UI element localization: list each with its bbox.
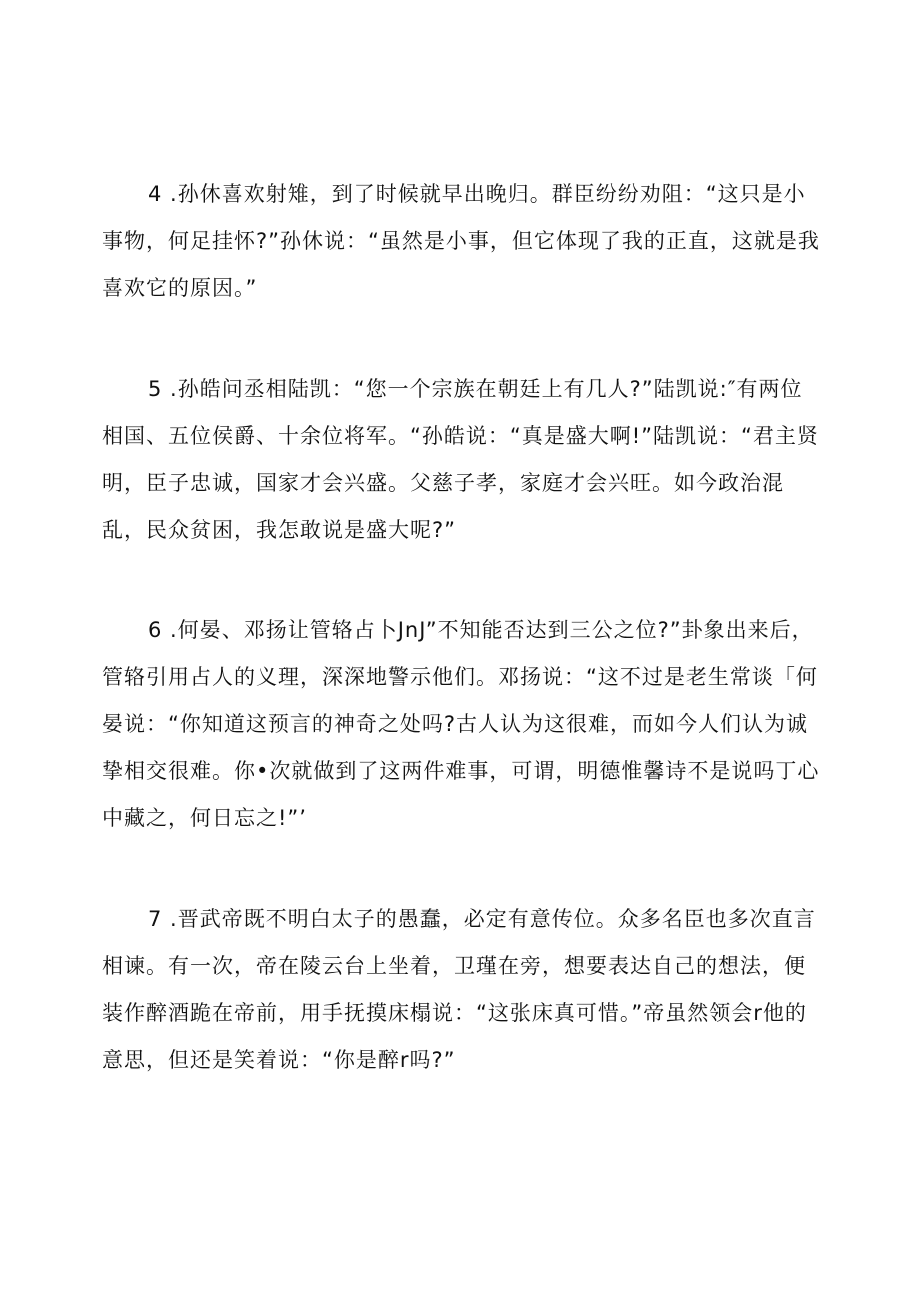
paragraph-7: 7 .晋武帝既不明白太子的愚蠢，必定有意传位。众多名臣也多次直言相谏。有一次，帝在陵云台上坐着，卫瑾在旁，想要表达自己的想法，便装作醉酒跪在帝前，用手抚摸床榻说：“这张床真可惜。”帝虽然领会r他的意思，但还是笑着说：“你是醉r吗?” [102, 907, 816, 1072]
paragraph-6: 6 .何晏、邓扬让管辂占卜JnJ”不知能否达到三公之位?”卦象出来后，管辂引用占人的义理，深深地警示他们。邓扬说：“这不过是老生常谈「何晏说：“你知道这预言的神奇之处吗?古人认为这很难，而如今人们认为诚挚相交很难。你•次就做到了这两件难事，可谓，明德惟馨诗不是说吗丁心中藏之，何日忘之!”’ [102, 618, 820, 830]
paragraph-4: 4 .孙休喜欢射雉，到了时候就早出晚归。群臣纷纷劝阻：“这只是小事物，何足挂怀?”孙休说：“虽然是小事，但它体现了我的正直，这就是我喜欢它的原因。” [102, 182, 820, 300]
paragraph-5: 5 .孙皓问丞相陆凯：“您一个宗族在朝廷上有几人?”陆凯说:″有两位相国、五位侯爵、十余位将军。“孙皓说：“真是盛大啊!”陆凯说：“君主贤明，臣子忠诚，国家才会兴盛。父慈子孝，家庭才会兴旺。如今政治混乱，民众贫困，我怎敢说是盛大呢?” [102, 377, 819, 542]
